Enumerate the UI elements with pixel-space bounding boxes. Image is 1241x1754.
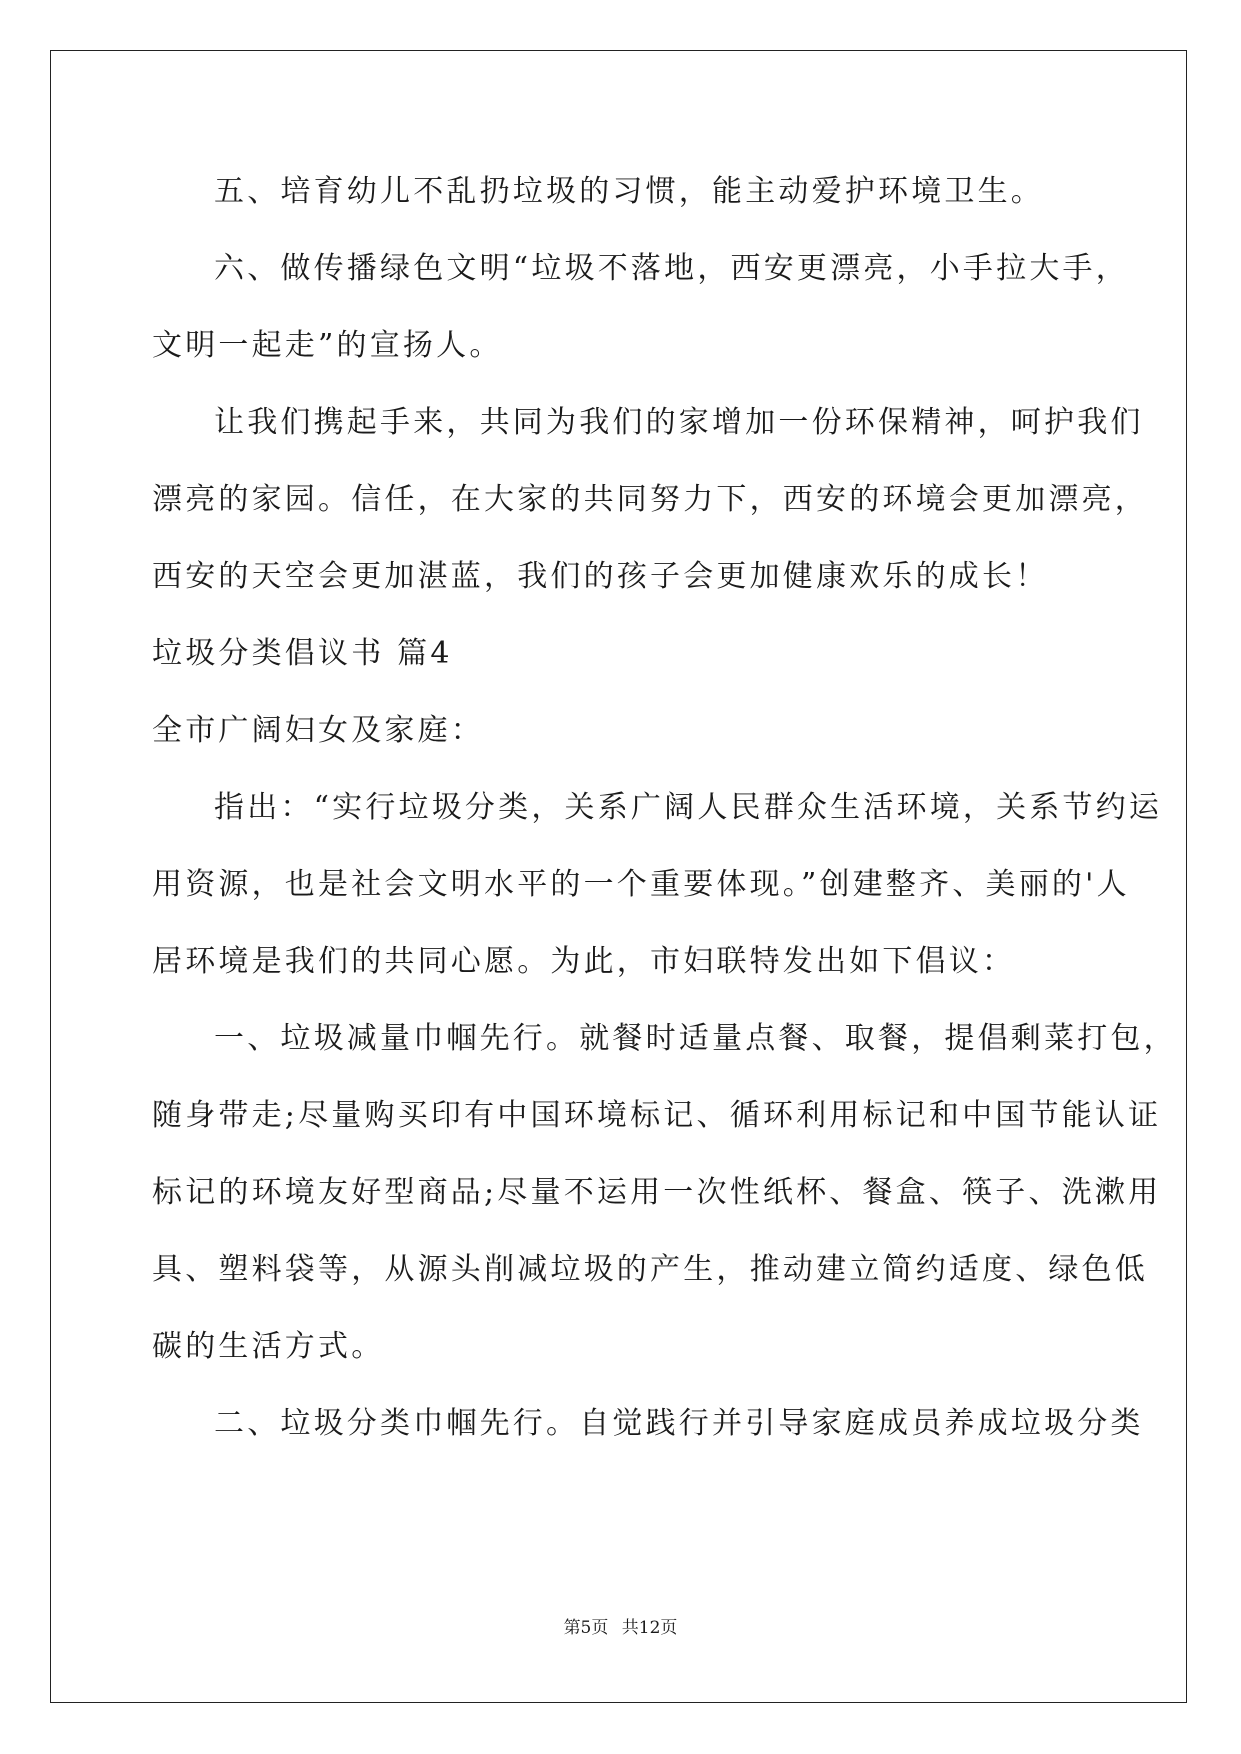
paragraph-line: 五、培育幼儿不乱扔垃圾的习惯，能主动爱护环境卫生。 [214, 174, 1044, 209]
section-heading: 垃圾分类倡议书 篇4 [152, 636, 453, 671]
page-number: 第5页 [563, 1618, 609, 1638]
page-total: 共12页 [621, 1618, 678, 1638]
paragraph-line: 标记的环境友好型商品;尽量不运用一次性纸杯、餐盒、筷子、洗漱用 [152, 1175, 1162, 1210]
paragraph-line: 六、做传播绿色文明“垃圾不落地，西安更漂亮，小手拉大手， [214, 251, 1129, 286]
paragraph-line: 随身带走;尽量购买印有中国环境标记、循环利用标记和中国节能认证 [152, 1098, 1162, 1133]
paragraph-line: 西安的天空会更加湛蓝，我们的孩子会更加健康欢乐的成长！ [152, 559, 1049, 594]
paragraph-line: 一、垃圾减量巾帼先行。就餐时适量点餐、取餐，提倡剩菜打包， [214, 1021, 1177, 1056]
paragraph-line: 指出：“实行垃圾分类，关系广阔人民群众生活环境，关系节约运 [214, 790, 1163, 825]
paragraph-line: 漂亮的家园。信任，在大家的共同努力下，西安的环境会更加漂亮， [152, 482, 1148, 517]
paragraph-line: 文明一起走”的宣扬人。 [152, 328, 503, 363]
paragraph-line: 具、塑料袋等，从源头削减垃圾的产生，推动建立简约适度、绿色低 [152, 1252, 1148, 1287]
paragraph-line: 让我们携起手来，共同为我们的家增加一份环保精神，呵护我们 [214, 405, 1144, 440]
page-footer [0, 1616, 1241, 1640]
paragraph-line: 二、垃圾分类巾帼先行。自觉践行并引导家庭成员养成垃圾分类 [214, 1406, 1144, 1441]
salutation: 全市广阔妇女及家庭： [152, 713, 484, 748]
paragraph-line: 碳的生活方式。 [152, 1329, 385, 1364]
paragraph-line: 用资源，也是社会文明水平的一个重要体现。”创建整齐、美丽的'人 [152, 867, 1130, 902]
paragraph-line: 居环境是我们的共同心愿。为此，市妇联特发出如下倡议： [152, 944, 1016, 979]
